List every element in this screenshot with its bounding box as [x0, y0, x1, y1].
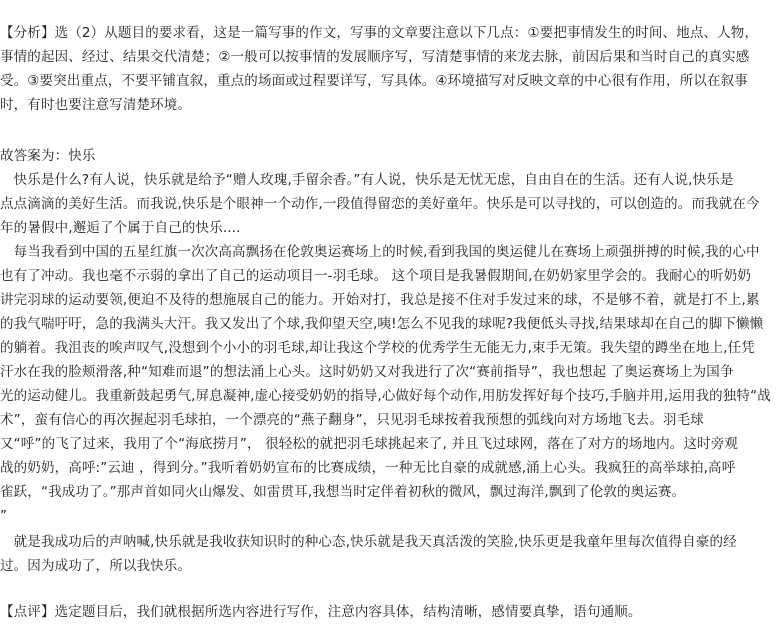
paragraph-2-line: 每当我看到中国的五星红旗一次次高高飘扬在伦敦奥运赛场上的时候,看到我国的奥运健儿在赛场上顽强拼搏的时候,我的心中: [0, 244, 760, 260]
analysis-line: 时，有时也要注意写清楚环境。: [0, 97, 192, 113]
paragraph-2-line: 的我气喘吁吁，急的我满头大汗。我又发出了个球,我仰望天空,咦!怎么不见我的球呢?我便低头寻找,结果球却在自己的脚下懒懒: [0, 316, 764, 332]
paragraph-2-line: 光的运动健儿。我重新鼓起勇气,屏息凝神,虚心接受奶奶的指导,心做好每个动作,用肪发挥好每个技巧,手脑并用,运用我的独特“战: [0, 388, 771, 404]
paragraph-3-line: 过。因为成功了，所以我快乐。: [0, 558, 192, 574]
paragraph-1-line: 点点滴滴的美好生活。而我说,快乐是个眼神一个动作,一段值得留恋的美好童年。快乐是可以寻找的，可以创造的。而我就在今: [0, 196, 760, 212]
comment-section: [0, 600, 776, 624]
paragraph-2-line: 讲完羽球的运动要领,便迫不及待的想施展自己的能力。开始对打，我总是接不住对手发过来的球，不是够不着，就是打不上,累: [0, 292, 760, 308]
answer-section: [0, 144, 776, 528]
paragraph-2-line: ”: [0, 508, 8, 524]
analysis-line: 【分析】选（2）从题目的要求看，这是一篇写事的作文，写事的文章要注意以下几点：①要把事情发生的时间、地点、人物，: [0, 25, 759, 41]
paragraph-2-line: 的躺着。我沮丧的唉声叹气,没想到个小小的羽毛球,却让我这个学校的优秀学生无能无力,束手无策。我失望的蹲坐在地上,任凭: [0, 340, 755, 356]
paragraph-2-line: 战的奶奶，高呼:”云迪 ，得到分。”我听着奶奶宣布的比赛成绩，一种无比自豪的成就感,涌上心头。我疯狂的高举球拍,高呼: [0, 460, 736, 476]
paragraph-3-line: 就是我成功后的声呐喊,快乐就是我收获知识时的种心态,快乐就是我天真活泼的笑脸,快乐更是我童年里每次值得自豪的经: [0, 534, 737, 550]
paragraph-2-line: 也有了冲动。我也毫不示弱的拿出了自己的运动项目一-羽毛球。 这个项目是我暑假期间,在奶奶家里学会的。我耐心的听奶奶: [0, 268, 752, 284]
paragraph-2-line: 又“呼”的飞了过来，我用了个“海底捞月”， 很轻松的就把羽毛球挑起来了, 并且飞过球网，落在了对方的场地内。这时旁观: [0, 436, 739, 452]
paragraph-1-line: 年的暑假中,邂逅了个属于自己的快乐....: [0, 220, 241, 236]
answer-title: 故答案为：快乐: [0, 148, 96, 164]
analysis-line: 受。③要突出重点，不要平铺直叙，重点的场面或过程要详写，写具体。④环境描写对反映文章的中心很有作用，所以在叙事: [0, 73, 748, 89]
paragraph-1-line: 快乐是什么?有人说，快乐就是给予“赠人玫瑰,手留余香。”有人说，快乐是无忧无虑，自由自在的生活。还有人说,快乐是: [0, 172, 734, 188]
paragraph-3: [0, 530, 776, 578]
comment-text: 【点评】选定题目后，我们就根据所选内容进行写作，注意内容具体，结构清晰，感情要真挚，语句通顺。: [0, 604, 642, 620]
paragraph-2-line: 雀跃，“我成功了。”那声首如同火山爆发、如雷贯耳,我想当时定伴着初秋的微风，飘过海洋,飘到了伦敦的奥运赛。: [0, 484, 686, 500]
paragraph-2-line: 术”，蛮有信心的再次握起羽毛球拍，一个漂亮的“燕子翻身”，只见羽毛球按着我预想的弧线向对方场地飞去。羽毛球: [0, 412, 704, 428]
analysis-section: [0, 21, 776, 117]
paragraph-2-line: 汗水在我的脸颊滑落,种“知难而退”的想法涌上心头。这时奶奶又对我进行了次“赛前指导”，我也想起 了奥运赛场上为国争: [0, 364, 734, 380]
analysis-line: 事情的起因、经过、结果交代清楚；②一般可以按事情的发展顺序写，写清楚事情的来龙去脉，前因后果和当时自己的真实感: [0, 49, 750, 65]
